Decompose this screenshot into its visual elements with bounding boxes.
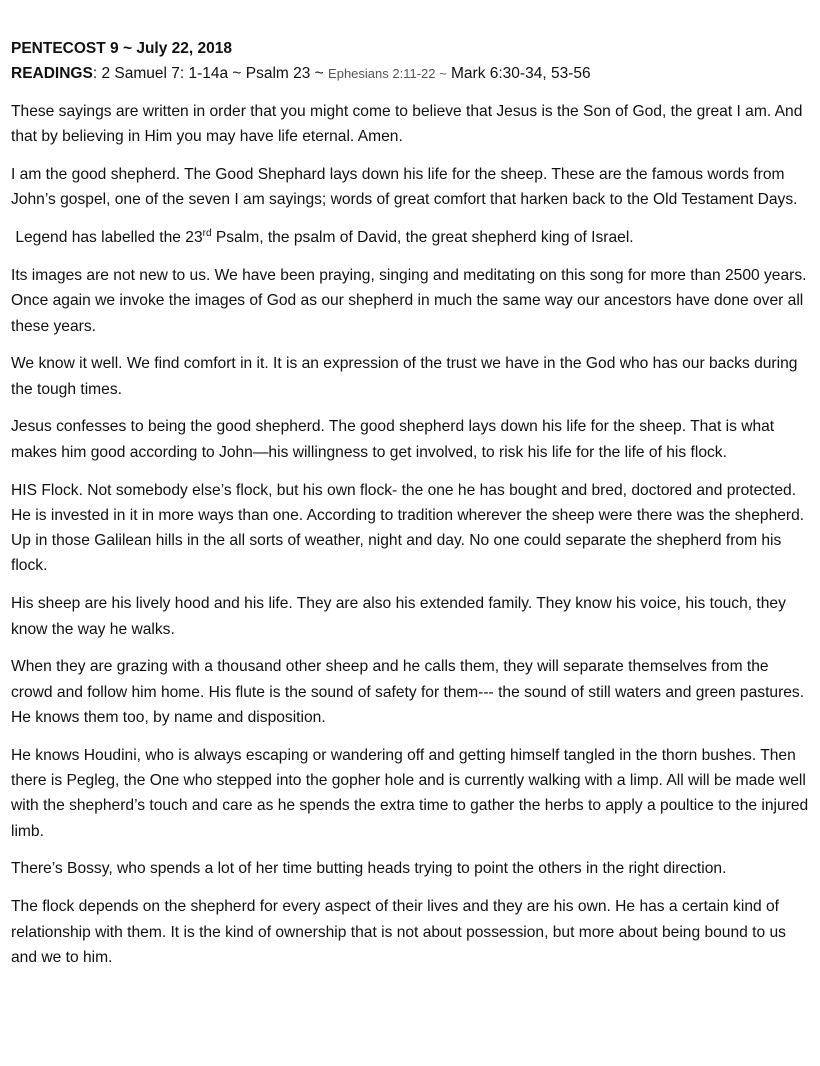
- paragraph-5: We know it well. We find comfort in it. It is an expression of the trust we have in the God who has our backs during the tough times.: [11, 355, 798, 398]
- readings-line: [11, 61, 813, 86]
- paragraph-12: The flock depends on the shepherd for every aspect of their lives and they are his own. He has a certain kind of relationship with them. It is the kind of ownership that is not about possession, but more about being bound to us and we to him.: [11, 898, 786, 966]
- readings-ephesians: Ephesians 2:11-22 ~: [328, 66, 447, 81]
- sermon-title-text: PENTECOST 9 ~ July 22, 2018: [11, 40, 232, 57]
- readings-part1: : 2 Samuel 7: 1-14a ~ Psalm 23 ~: [92, 65, 329, 82]
- paragraph-3-end: Psalm, the psalm of David, the great shepherd king of Israel.: [211, 229, 634, 247]
- paragraph-4: Its images are not new to us. We have been praying, singing and meditating on this song for more than 2500 years. Once again we invoke the images of God as our shepherd in much the same way our ancestors have done over all these years.: [11, 266, 807, 335]
- paragraph-7: HIS Flock. Not somebody else’s flock, but his own flock- the one he has bought and bred, doctored and protected. He is invested in it in more ways than one. According to tradition wherever the sheep were there was the shepherd. Up in those Galilean hills in the all sorts of weather, night and day. No one could separate the shepherd from his flock.: [11, 481, 805, 575]
- paragraph-10: He knows Houdini, who is always escaping or wandering off and getting himself tangled in the thorn bushes. Then there is Pegleg, the One who stepped into the gopher hole and is currently walking with a limp. All will be made well with the shepherd’s touch and care as he spends the extra time to gather the herbs to apply a poultice to the injured limb.: [11, 746, 809, 840]
- readings-part2: Mark 6:30-34, 53-56: [446, 65, 591, 82]
- paragraph-3: [11, 225, 813, 250]
- ordinal-superscript: rd: [202, 228, 212, 239]
- readings-label: READINGS: [11, 65, 93, 82]
- sermon-title: [11, 36, 813, 61]
- paragraph-2: I am the good shepherd. The Good Shephard lays down his life for the sheep. These are the famous words from John’s gospel, one of the seven I am sayings; words of great comfort that harken back to the Old Testament Days.: [11, 166, 798, 209]
- paragraph-1: These sayings are written in order that you might come to believe that Jesus is the Son of God, the great I am. And that by believing in Him you may have life eternal. Amen.: [11, 103, 803, 146]
- paragraph-11: There’s Bossy, who spends a lot of her time butting heads trying to point the others in the right direction.: [11, 860, 727, 878]
- paragraph-8: His sheep are his lively hood and his life. They are also his extended family. They know his voice, his touch, they know the way he walks.: [11, 595, 786, 638]
- paragraph-9: When they are grazing with a thousand other sheep and he calls them, they will separate themselves from the crowd and follow him home. His flute is the sound of safety for them--- the sound of still waters and green pastures. He knows them too, by name and disposition.: [11, 658, 805, 726]
- paragraph-6: Jesus confesses to being the good shepherd. The good shepherd lays down his life for the sheep. That is what makes him good according to John—his willingness to get involved, to risk his life for the life of his flock.: [11, 418, 775, 461]
- paragraph-3-start: Legend has labelled the 23: [11, 229, 203, 247]
- sermon-document: [11, 36, 813, 970]
